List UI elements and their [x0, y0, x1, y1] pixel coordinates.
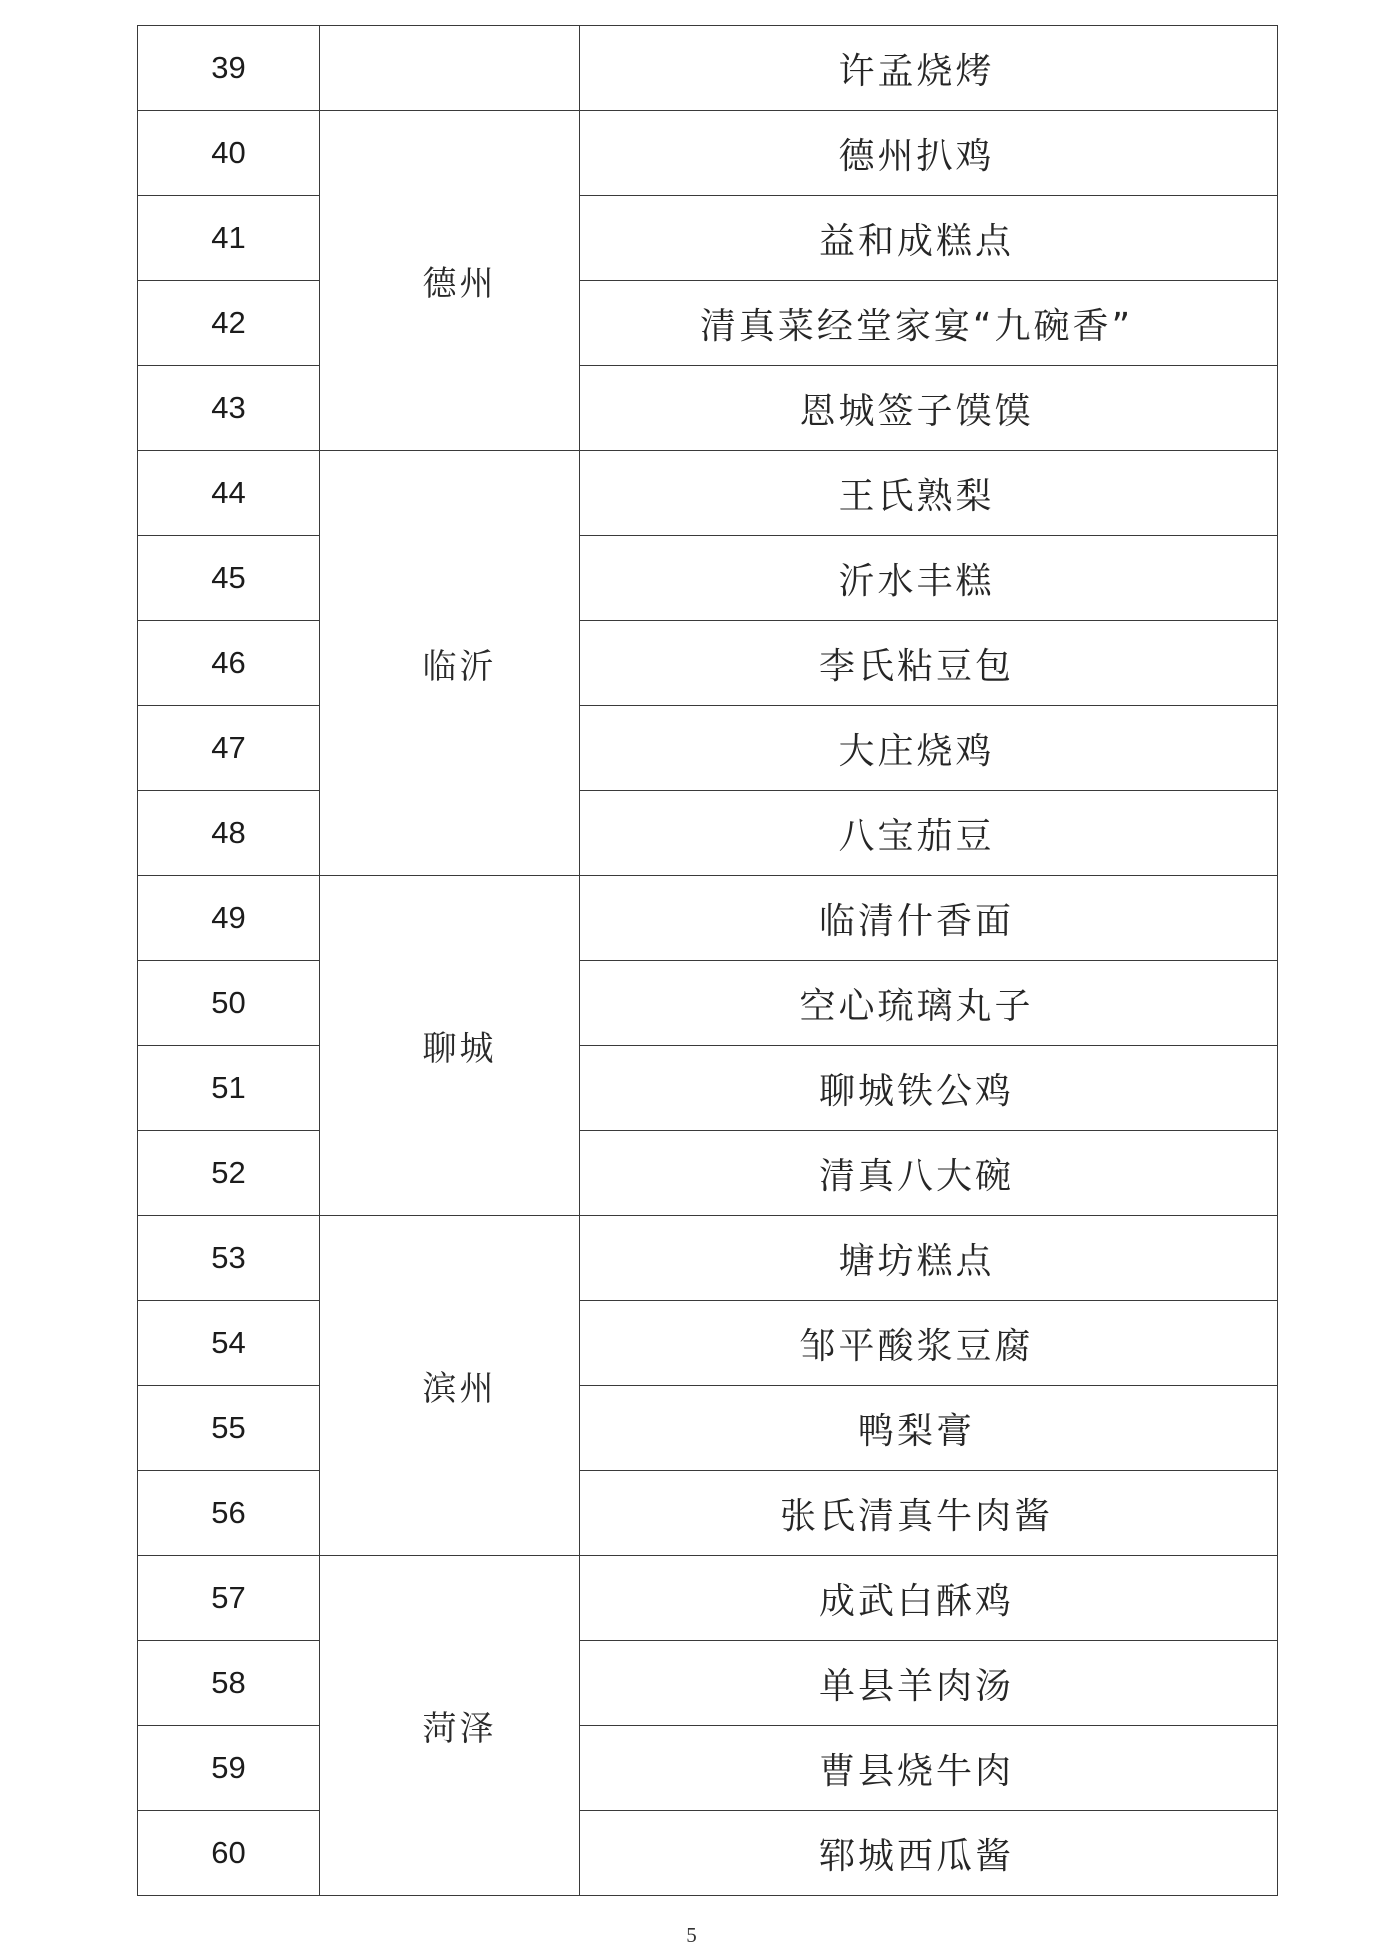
food-name-cell: [580, 791, 1278, 876]
city-cell: [320, 1216, 580, 1556]
food-name: 王氏熟梨: [838, 475, 995, 517]
row-number: 47: [138, 706, 320, 791]
row-number: 52: [138, 1131, 320, 1216]
table-row: [138, 1556, 1278, 1641]
food-name-cell: [580, 196, 1278, 281]
row-number: 39: [138, 26, 320, 111]
food-name: 聊城铁公鸡: [818, 1070, 1014, 1112]
row-number: 46: [138, 621, 320, 706]
food-name-cell: [580, 281, 1278, 366]
city-cell: [320, 451, 580, 876]
row-number: 48: [138, 791, 320, 876]
row-number: 58: [138, 1641, 320, 1726]
food-name-cell: [580, 1811, 1278, 1896]
food-name: 邹平酸浆豆腐: [799, 1325, 1034, 1367]
food-name-cell: [580, 876, 1278, 961]
table-row: [138, 1216, 1278, 1301]
row-number: 55: [138, 1386, 320, 1471]
table-row: [138, 621, 1278, 706]
food-name: 空心琉璃丸子: [799, 985, 1034, 1027]
row-number: 45: [138, 536, 320, 621]
food-name-cell: [580, 1641, 1278, 1726]
row-number: 60: [138, 1811, 320, 1896]
table-row: [138, 1471, 1278, 1556]
food-name: 大庄烧鸡: [838, 730, 995, 772]
table-row: [138, 1641, 1278, 1726]
food-name: 塘坊糕点: [838, 1240, 995, 1282]
table-row: [138, 451, 1278, 536]
row-number: 56: [138, 1471, 320, 1556]
food-name: 成武白酥鸡: [818, 1580, 1014, 1622]
table-row: [138, 26, 1278, 111]
table-row: [138, 706, 1278, 791]
city-name: 德州: [422, 264, 497, 304]
table-row: [138, 1131, 1278, 1216]
food-name-cell: [580, 111, 1278, 196]
food-name-cell: [580, 1301, 1278, 1386]
food-name: 清真八大碗: [818, 1155, 1014, 1197]
table-row: [138, 1726, 1278, 1811]
row-number: 43: [138, 366, 320, 451]
food-name: 德州扒鸡: [838, 135, 995, 177]
row-number: 51: [138, 1046, 320, 1131]
food-name-cell: [580, 1131, 1278, 1216]
table-row: [138, 536, 1278, 621]
city-name: 滨州: [422, 1369, 497, 1409]
food-name-cell: [580, 961, 1278, 1046]
food-name: 益和成糕点: [818, 220, 1014, 262]
table-row: [138, 366, 1278, 451]
food-name: 许孟烧烤: [838, 50, 995, 92]
food-name-cell: [580, 366, 1278, 451]
row-number: 40: [138, 111, 320, 196]
table-row: [138, 1386, 1278, 1471]
food-name-cell: [580, 1046, 1278, 1131]
row-number: 50: [138, 961, 320, 1046]
food-name-cell: [580, 1216, 1278, 1301]
table-row: [138, 876, 1278, 961]
table-row: [138, 791, 1278, 876]
food-name-cell: [580, 706, 1278, 791]
table-row: [138, 1811, 1278, 1896]
food-name-cell: [580, 1556, 1278, 1641]
food-name: 鸭梨膏: [857, 1410, 975, 1452]
city-name: 聊城: [422, 1029, 497, 1069]
table-row: [138, 111, 1278, 196]
food-name: 张氏清真牛肉酱: [779, 1495, 1053, 1537]
page-number: 5: [686, 1923, 697, 1947]
row-number: 49: [138, 876, 320, 961]
food-name-cell: [580, 451, 1278, 536]
row-number: 42: [138, 281, 320, 366]
table-row: [138, 1301, 1278, 1386]
row-number: 59: [138, 1726, 320, 1811]
row-number: 44: [138, 451, 320, 536]
food-name-cell: [580, 536, 1278, 621]
row-number: 53: [138, 1216, 320, 1301]
food-name: 曹县烧牛肉: [818, 1750, 1014, 1792]
city-cell: [320, 26, 580, 111]
table-row: [138, 961, 1278, 1046]
food-name: 清真菜经堂家宴“九碗香”: [699, 305, 1134, 347]
city-cell: [320, 111, 580, 451]
food-name-cell: [580, 1471, 1278, 1556]
row-number: 54: [138, 1301, 320, 1386]
food-name: 八宝茄豆: [838, 815, 995, 857]
food-name-cell: [580, 1386, 1278, 1471]
city-name: 临沂: [422, 646, 497, 687]
food-name-cell: [580, 1726, 1278, 1811]
food-name: 恩城签子馍馍: [799, 390, 1034, 432]
city-cell: [320, 876, 580, 1216]
city-cell: [320, 1556, 580, 1896]
table-row: [138, 196, 1278, 281]
row-number: 41: [138, 196, 320, 281]
table-row: [138, 281, 1278, 366]
food-name-cell: [580, 621, 1278, 706]
table-body: [138, 26, 1278, 1896]
food-name: 郓城西瓜酱: [818, 1835, 1014, 1877]
food-name: 单县羊肉汤: [818, 1665, 1014, 1707]
food-name-cell: [580, 26, 1278, 111]
food-name: 沂水丰糕: [838, 560, 995, 602]
food-list-table: [137, 25, 1278, 1896]
row-number: 57: [138, 1556, 320, 1641]
city-name: 菏泽: [422, 1709, 497, 1749]
table-row: [138, 1046, 1278, 1131]
food-name: 临清什香面: [818, 900, 1014, 942]
food-name: 李氏粘豆包: [818, 645, 1014, 687]
